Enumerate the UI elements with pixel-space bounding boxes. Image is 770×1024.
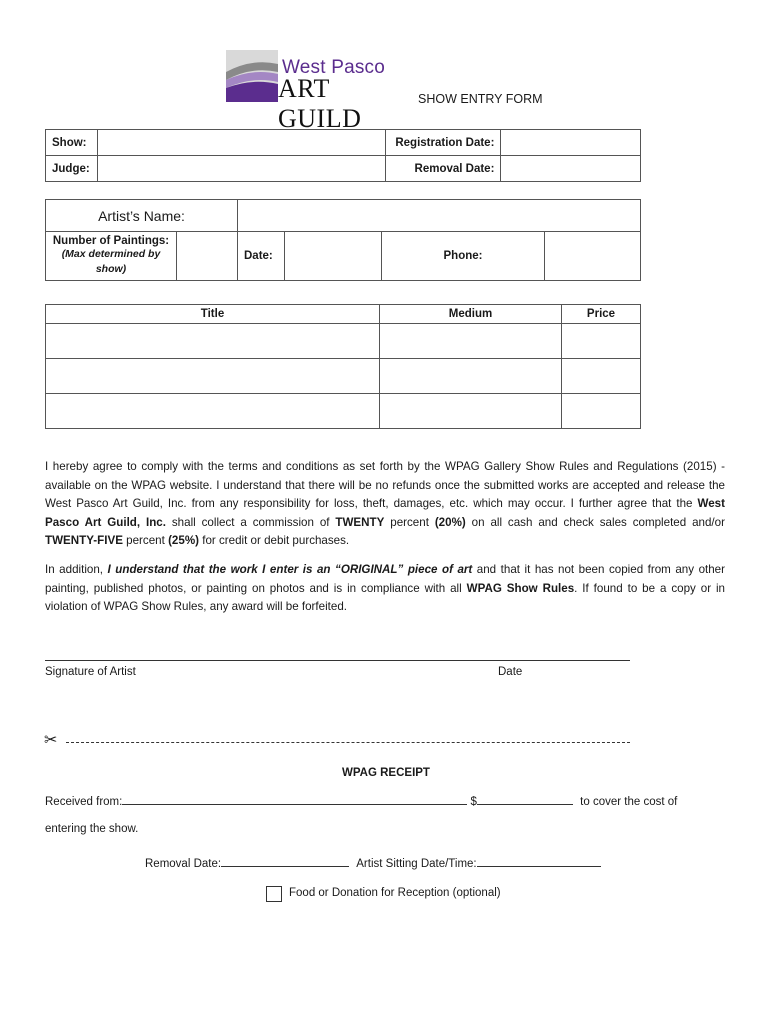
removal-date-label: Removal Date: [386, 156, 501, 182]
title-field[interactable] [46, 394, 380, 429]
num-paintings-field[interactable] [177, 232, 238, 281]
agreement-bold: TWENTY [335, 515, 385, 529]
price-header: Price [562, 305, 641, 324]
form-title: SHOW ENTRY FORM [418, 92, 543, 106]
food-checkbox[interactable] [266, 886, 282, 902]
agreement-bold: TWENTY-FIVE [45, 534, 123, 547]
price-field[interactable] [562, 324, 641, 359]
logo-line2: ART GUILD [278, 74, 362, 133]
medium-field[interactable] [380, 394, 562, 429]
entering-label: entering the show. [45, 823, 139, 835]
cut-line [66, 742, 630, 743]
received-from-label: Received from: [45, 796, 123, 808]
num-paintings-cell [46, 232, 177, 281]
medium-header: Medium [380, 305, 562, 324]
food-option-label: Food or Donation for Reception (optional) [289, 887, 501, 899]
price-field[interactable] [562, 394, 641, 429]
agreement-bold: West Pasco Art Guild, Inc. [45, 497, 725, 529]
receipt-dates-row [145, 858, 601, 870]
amount-field[interactable] [477, 804, 573, 805]
agreement-paragraph-1 [45, 458, 725, 551]
show-label: Show: [46, 130, 98, 156]
received-from-field[interactable] [122, 804, 467, 805]
logo-line1: West Pasco [282, 57, 386, 78]
registration-date-field[interactable] [501, 130, 641, 156]
judge-label: Judge: [46, 156, 98, 182]
agreement-bold: (20%) [434, 515, 466, 529]
phone-label: Phone: [382, 232, 545, 281]
num-paintings-note: (Max determined by show) [61, 248, 161, 275]
date-field[interactable] [285, 232, 382, 281]
artist-name-field[interactable] [238, 200, 641, 232]
agreement-text: percent [384, 515, 435, 529]
dollar-sign: $ [470, 796, 477, 808]
agreement-text: and that it has not been copied from any other painting, published photos, or painting on photos and is in compliance with all [45, 563, 725, 595]
table-row [46, 324, 641, 359]
scissors-icon: ✂ [44, 732, 58, 749]
artist-name-label: Artist’s Name: [46, 200, 238, 232]
agreement-text: for credit or debit purchases. [199, 534, 350, 547]
logo [226, 50, 416, 133]
show-info-table [45, 129, 641, 182]
logo-mark-icon [226, 50, 278, 102]
agreement-bold: WPAG Show Rules [466, 581, 575, 595]
removal-date-field[interactable] [501, 156, 641, 182]
agreement-text: In addition, [45, 563, 108, 576]
received-from-row [45, 796, 677, 808]
num-paintings-label: Number of Paintings: [52, 235, 170, 247]
to-cover-label: to cover the cost of [580, 796, 678, 808]
signature-line[interactable] [45, 660, 630, 661]
phone-field[interactable] [545, 232, 641, 281]
title-header: Title [46, 305, 380, 324]
registration-date-label: Registration Date: [386, 130, 501, 156]
judge-field[interactable] [97, 156, 385, 182]
receipt-removal-label: Removal Date: [145, 858, 222, 870]
artist-info-table [45, 199, 641, 281]
title-field[interactable] [46, 359, 380, 394]
table-row [46, 394, 641, 429]
table-row [46, 359, 641, 394]
sitting-label: Artist Sitting Date/Time: [356, 858, 477, 870]
medium-field[interactable] [380, 324, 562, 359]
medium-field[interactable] [380, 359, 562, 394]
paintings-table [45, 304, 641, 429]
date-label: Date: [238, 232, 285, 281]
agreement-text: I hereby agree to comply with the terms and conditions as set forth by the WPAG Gallery Show Rules and Regulations (2015) - available on the WPAG website. I understand that there will be no refunds once the submitted works are accepted and release the West Pasco Art Guild, Inc. from any responsibility for loss, theft, damages, etc. which may occur. I further agree that the [45, 460, 725, 510]
show-field[interactable] [97, 130, 385, 156]
agreement-bold: (25%) [168, 534, 199, 547]
sitting-field[interactable] [477, 866, 601, 867]
signature-date-label: Date [498, 666, 523, 678]
agreement-text: percent [122, 534, 169, 547]
agreement-text: on all cash and check sales completed and/or [465, 515, 725, 529]
receipt-title: WPAG RECEIPT [342, 767, 430, 779]
agreement-text: shall collect a commission of [165, 515, 336, 529]
title-field[interactable] [46, 324, 380, 359]
price-field[interactable] [562, 359, 641, 394]
agreement-paragraph-2 [45, 561, 725, 617]
agreement-text: . If found to be a copy or in violation of WPAG Show Rules, any award will be forfeited. [45, 581, 726, 613]
agreement-bold-italic: I understand that the work I enter is an “ORIGINAL” piece of art [107, 563, 473, 576]
signature-label: Signature of Artist [45, 666, 136, 678]
receipt-removal-field[interactable] [221, 866, 349, 867]
